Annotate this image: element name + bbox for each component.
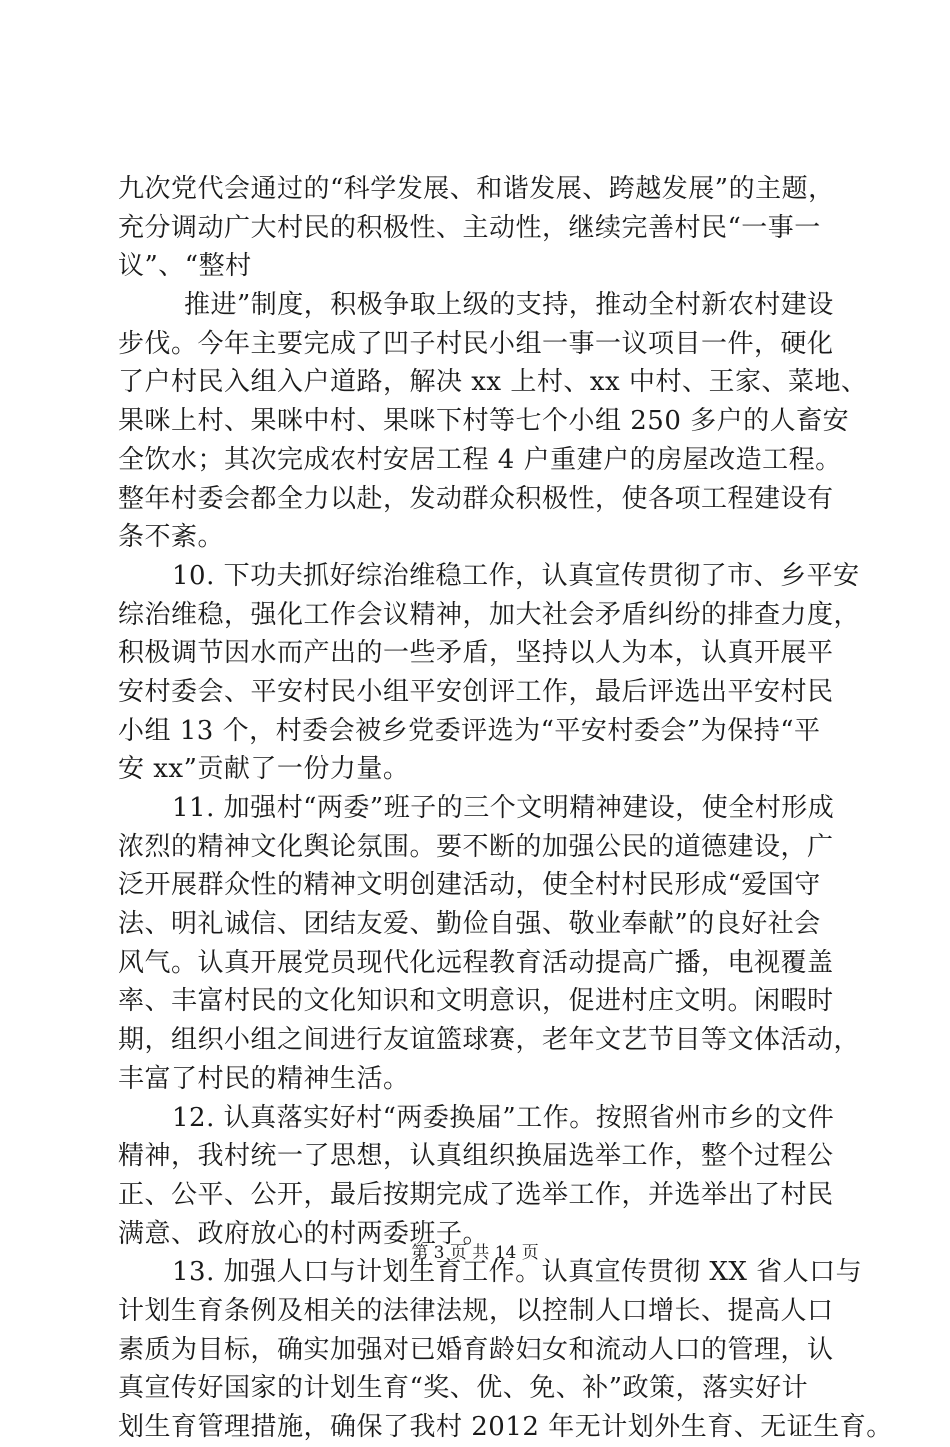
- text-line: 推进”制度，积极争取上级的支持，推动全村新农村建设: [184, 290, 834, 321]
- text-line: 丰富了村民的精神生活。: [118, 1063, 410, 1094]
- text-line: 真宣传好国家的计划生育“奖、优、免、补”政策，落实好计: [118, 1373, 809, 1404]
- text-line: 了户村民入组入户道路，解决 xx 上村、xx 中村、王家、菜地、: [118, 367, 868, 398]
- paragraph-11-heading: 11. 加强村“两委”班子的三个文明精神建设，使全村形成: [172, 793, 835, 823]
- text-line: 泛开展群众性的精神文明创建活动，使全村村民形成“爱国守: [118, 870, 821, 901]
- text-line: 积极调节因水而产出的一些矛盾，坚持以人为本，认真开展平: [118, 638, 834, 669]
- text-line: 风气。认真开展党员现代化远程教育活动提高广播，电视覆盖: [118, 947, 834, 978]
- text-line: 素质为目标，确实加强对已婚育龄妇女和流动人口的管理，认: [118, 1334, 834, 1365]
- text-line: 步伐。今年主要完成了凹子村民小组一事一议项目一件，硬化: [118, 328, 834, 359]
- text-line: 率、丰富村民的文化知识和文明意识，促进村庄文明。闲暇时: [118, 986, 834, 1017]
- paragraph-12-heading: 12. 认真落实好村“两委换届”工作。按照省州市乡的文件: [172, 1102, 835, 1133]
- text-line: 全饮水；其次完成农村安居工程 4 户重建户的房屋改造工程。: [118, 444, 842, 475]
- text-line: 浓烈的精神文化舆论氛围。要不断的加强公民的道德建设，广: [118, 831, 834, 862]
- text-line: 条不紊。: [118, 522, 225, 553]
- text-line: 果咪上村、果咪中村、果咪下村等七个小组 250 多户的人畜安: [118, 406, 850, 437]
- text-line: 法、明礼诚信、团结友爱、勤俭自强、敬业奉献”的良好社会: [118, 909, 821, 940]
- text-line: 期，组织小组之间进行友谊篮球赛，老年文艺节目等文体活动，: [118, 1025, 861, 1056]
- text-line: 整年村委会都全力以赴，发动群众积极性，使各项工程建设有: [118, 483, 834, 514]
- text-line: 计划生育条例及相关的法律法规，以控制人口增长、提高人口: [118, 1295, 834, 1326]
- page-number-footer: 第 3 页 共 14 页: [411, 1243, 539, 1263]
- text-line: 划生育管理措施，确保了我村 2012 年无计划外生育、无证生育。: [118, 1412, 893, 1442]
- text-line: 九次党代会通过的“科学发展、和谐发展、跨越发展”的主题，: [118, 174, 835, 204]
- text-line: 正、公平、公开，最后按期完成了选举工作，并选举出了村民: [118, 1179, 834, 1210]
- paragraph-13-heading: 13. 加强人口与计划生育工作。认真宣传贯彻 XX 省人口与: [172, 1257, 863, 1288]
- text-line: 满意、政府放心的村两委班子。: [118, 1218, 490, 1249]
- text-line: 议”、“整村: [118, 251, 252, 282]
- text-line: 小组 13 个，村委会被乡党委评选为“平安村委会”为保持“平: [118, 715, 821, 746]
- text-line: 精神，我村统一了思想，认真组织换届选举工作，整个过程公: [118, 1141, 834, 1172]
- text-line: 综治维稳，强化工作会议精神，加大社会矛盾纠纷的排查力度，: [118, 599, 861, 630]
- text-line: 充分调动广大村民的积极性、主动性，继续完善村民“一事一: [118, 212, 821, 243]
- paragraph-10-heading: 10. 下功夫抓好综治维稳工作，认真宣传贯彻了市、乡平安: [172, 560, 860, 591]
- text-line: 安村委会、平安村民小组平安创评工作，最后评选出平安村民: [118, 676, 834, 707]
- text-line: 安 xx”贡献了一份力量。: [118, 754, 410, 785]
